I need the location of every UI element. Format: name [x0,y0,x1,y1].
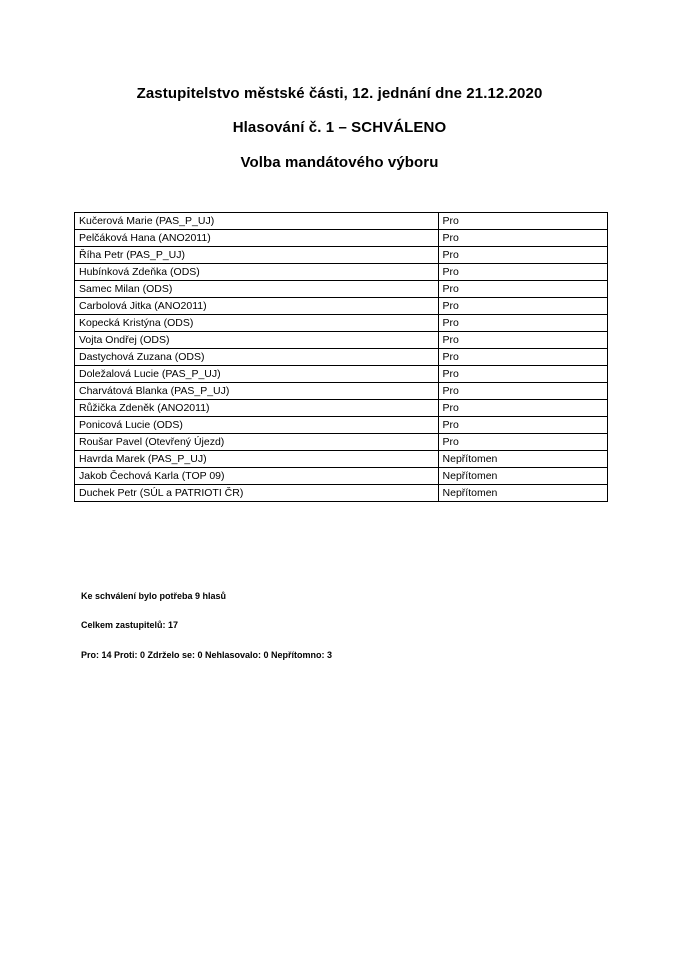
vote-value-cell: Nepřítomen [438,468,607,485]
member-name-cell: Roušar Pavel (Otevřený Újezd) [75,434,439,451]
vote-value-cell: Pro [438,332,607,349]
table-row [75,434,608,451]
votes-table-body [75,213,608,502]
vote-value-cell: Pro [438,230,607,247]
table-row [75,400,608,417]
table-row [75,264,608,281]
member-name-cell: Vojta Ondřej (ODS) [75,332,439,349]
votes-table [74,212,608,502]
table-row [75,383,608,400]
member-name-cell: Růžička Zdeněk (ANO2011) [75,400,439,417]
table-row [75,485,608,502]
table-row [75,298,608,315]
table-row [75,468,608,485]
member-name-cell: Doležalová Lucie (PAS_P_UJ) [75,366,439,383]
table-row [75,349,608,366]
vote-value-cell: Pro [438,247,607,264]
table-row [75,366,608,383]
table-row [75,451,608,468]
table-row [75,213,608,230]
vote-value-cell: Pro [438,213,607,230]
member-name-cell: Ponicová Lucie (ODS) [75,417,439,434]
vote-value-cell: Pro [438,400,607,417]
member-name-cell: Carbolová Jitka (ANO2011) [75,298,439,315]
vote-value-cell: Pro [438,383,607,400]
member-name-cell: Hubínková Zdeňka (ODS) [75,264,439,281]
table-row [75,417,608,434]
vote-subject: Volba mandátového výboru [240,154,439,171]
table-row [75,332,608,349]
table-row [75,315,608,332]
member-name-cell: Říha Petr (PAS_P_UJ) [75,247,439,264]
vote-value-cell: Pro [438,298,607,315]
member-name-cell: Samec Milan (ODS) [75,281,439,298]
vote-value-cell: Nepřítomen [438,451,607,468]
results-text: Pro: 14 Proti: 0 Zdrželo se: 0 Nehlasovalo: 0 Nepřítomno: 3 [81,650,333,660]
member-name-cell: Kučerová Marie (PAS_P_UJ) [75,213,439,230]
table-row [75,247,608,264]
vote-value-cell: Pro [438,264,607,281]
member-name-cell: Kopecká Kristýna (ODS) [75,315,439,332]
required-votes-text: Ke schválení bylo potřeba 9 hlasů [81,591,227,601]
member-name-cell: Dastychová Zuzana (ODS) [75,349,439,366]
member-name-cell: Pelčáková Hana (ANO2011) [75,230,439,247]
member-name-cell: Havrda Marek (PAS_P_UJ) [75,451,439,468]
member-name-cell: Charvátová Blanka (PAS_P_UJ) [75,383,439,400]
table-row [75,230,608,247]
document-title: Zastupitelstvo městské části, 12. jednání dne 21.12.2020 [136,85,543,102]
member-name-cell: Jakob Čechová Karla (TOP 09) [75,468,439,485]
table-row [75,281,608,298]
member-name-cell: Duchek Petr (SÚL a PATRIOTI ČR) [75,485,439,502]
vote-value-cell: Pro [438,417,607,434]
vote-value-cell: Pro [438,366,607,383]
vote-title: Hlasování č. 1 – SCHVÁLENO [232,119,447,136]
vote-value-cell: Pro [438,315,607,332]
vote-value-cell: Pro [438,349,607,366]
vote-value-cell: Pro [438,434,607,451]
total-members-text: Celkem zastupitelů: 17 [81,620,179,630]
vote-value-cell: Nepřítomen [438,485,607,502]
vote-value-cell: Pro [438,281,607,298]
